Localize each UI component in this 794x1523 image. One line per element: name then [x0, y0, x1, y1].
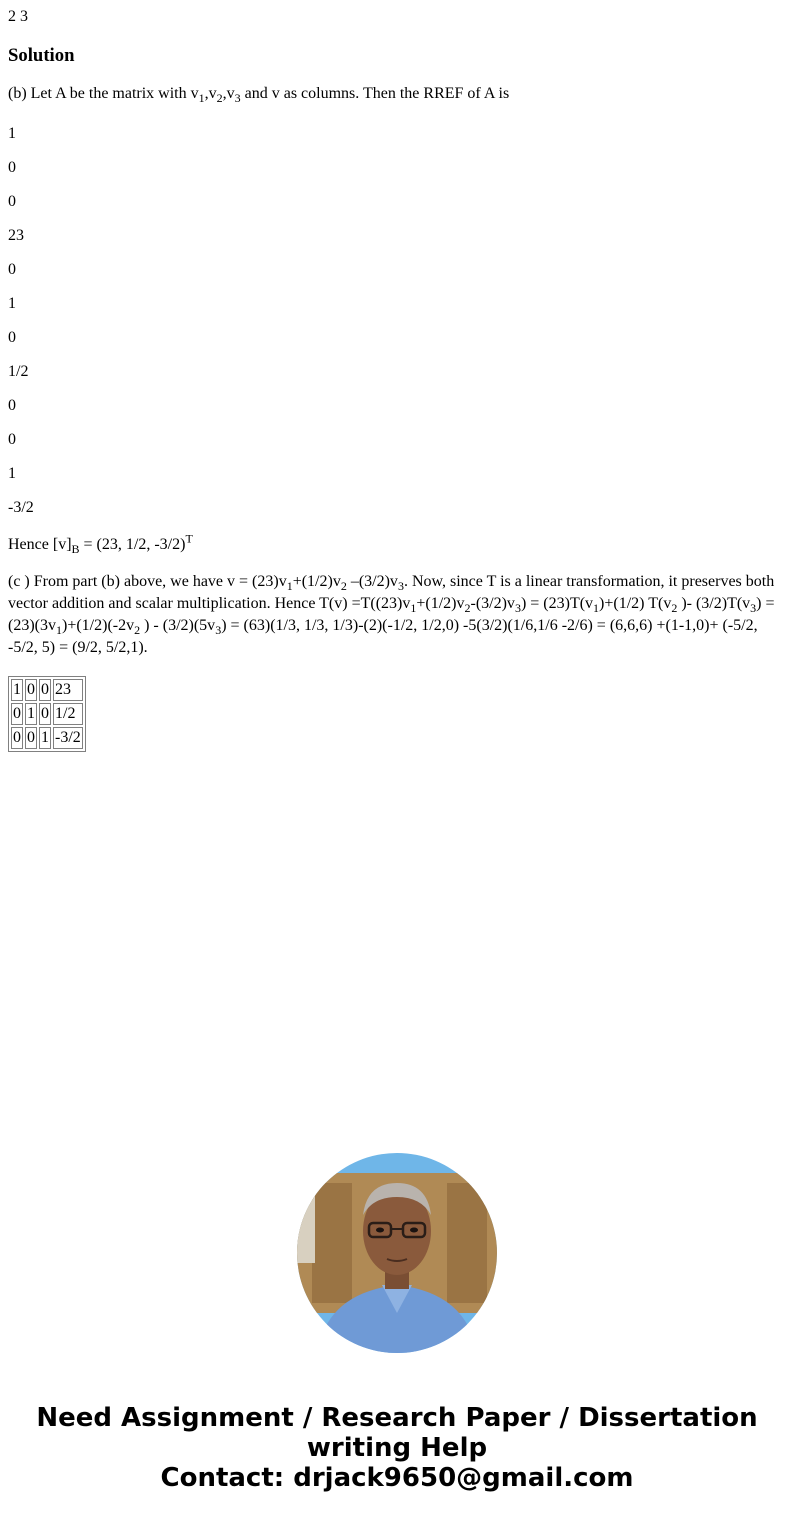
table-cell: -3/2 [53, 727, 83, 749]
footer-contact: Contact: drjack9650@gmail.com [160, 1463, 634, 1493]
rref-entry: -3/2 [8, 499, 34, 516]
rref-entry: 1/2 [8, 363, 29, 380]
rref-entry: 0 [8, 261, 16, 278]
footer-line-1: Need Assignment / Research Paper / Dissertation [36, 1403, 758, 1433]
table-cell: 0 [39, 703, 51, 725]
rref-entry: 23 [8, 227, 24, 244]
part-b-intro: (b) Let A be the matrix with $v_1,v_2,v_3$ and v as columns. Then the RREF of A is [8, 85, 510, 106]
author-avatar [297, 1153, 497, 1353]
table-row [11, 727, 83, 749]
table-cell: 0 [25, 679, 37, 701]
table-cell: 0 [11, 703, 23, 725]
table-cell: 23 [53, 679, 83, 701]
rref-entry: 0 [8, 397, 16, 414]
rref-entry: 1 [8, 295, 16, 312]
rref-entry: 0 [8, 159, 16, 176]
table-row [11, 679, 83, 701]
table-cell: 0 [11, 727, 23, 749]
table-cell: 1 [25, 703, 37, 725]
top-text: 2 3 [8, 8, 28, 25]
author-portrait [297, 1153, 497, 1353]
table-cell: 0 [39, 679, 51, 701]
hence-statement: Hence $[v]_B = (23$, 1/2, -3/2)$^T$ [8, 531, 193, 557]
solution-heading: Solution [8, 45, 75, 66]
rref-entry: 0 [8, 329, 16, 346]
footer-line-2: writing Help [306, 1433, 488, 1463]
table-row [11, 703, 83, 725]
table-cell: 0 [25, 727, 37, 749]
table-cell: 1 [11, 679, 23, 701]
rref-entry: 0 [8, 431, 16, 448]
table-cell: 1/2 [53, 703, 83, 725]
rref-table [8, 676, 86, 752]
rref-entry: 0 [8, 193, 16, 210]
rref-entry: 1 [8, 125, 16, 142]
rref-entry: 1 [8, 465, 16, 482]
table-cell: 1 [39, 727, 51, 749]
footer-banner [0, 1403, 794, 1493]
part-c-paragraph: (c ) From part (b) above, we have $v = (23)v_1+(1/2)v_2$ $-(3/2)v_3$. Now, since T is a linear transformation, it preserves both vector addition and scalar multiplication. Hence $T(v) =T((23)v_1+(1/2)v_2-(3/2)v_3) = (23)T(v_1)+(1/2)$ $T(v_2$ )- $(3/2)T(v_3) = (23)(3v_1)+(1/2)(-2v_2$ ) - $(3/2)(5v_3) = (63)(1/3$, 1/3, 1/3)-(2)(-1/2, 1/2,0) -5(3/2)(1/6,1/6 -2/6) = (6,6,6) +(1-1,0)+ (-5/2, -5/2, 5) = (9/2, 5/2,1). [8, 573, 775, 656]
